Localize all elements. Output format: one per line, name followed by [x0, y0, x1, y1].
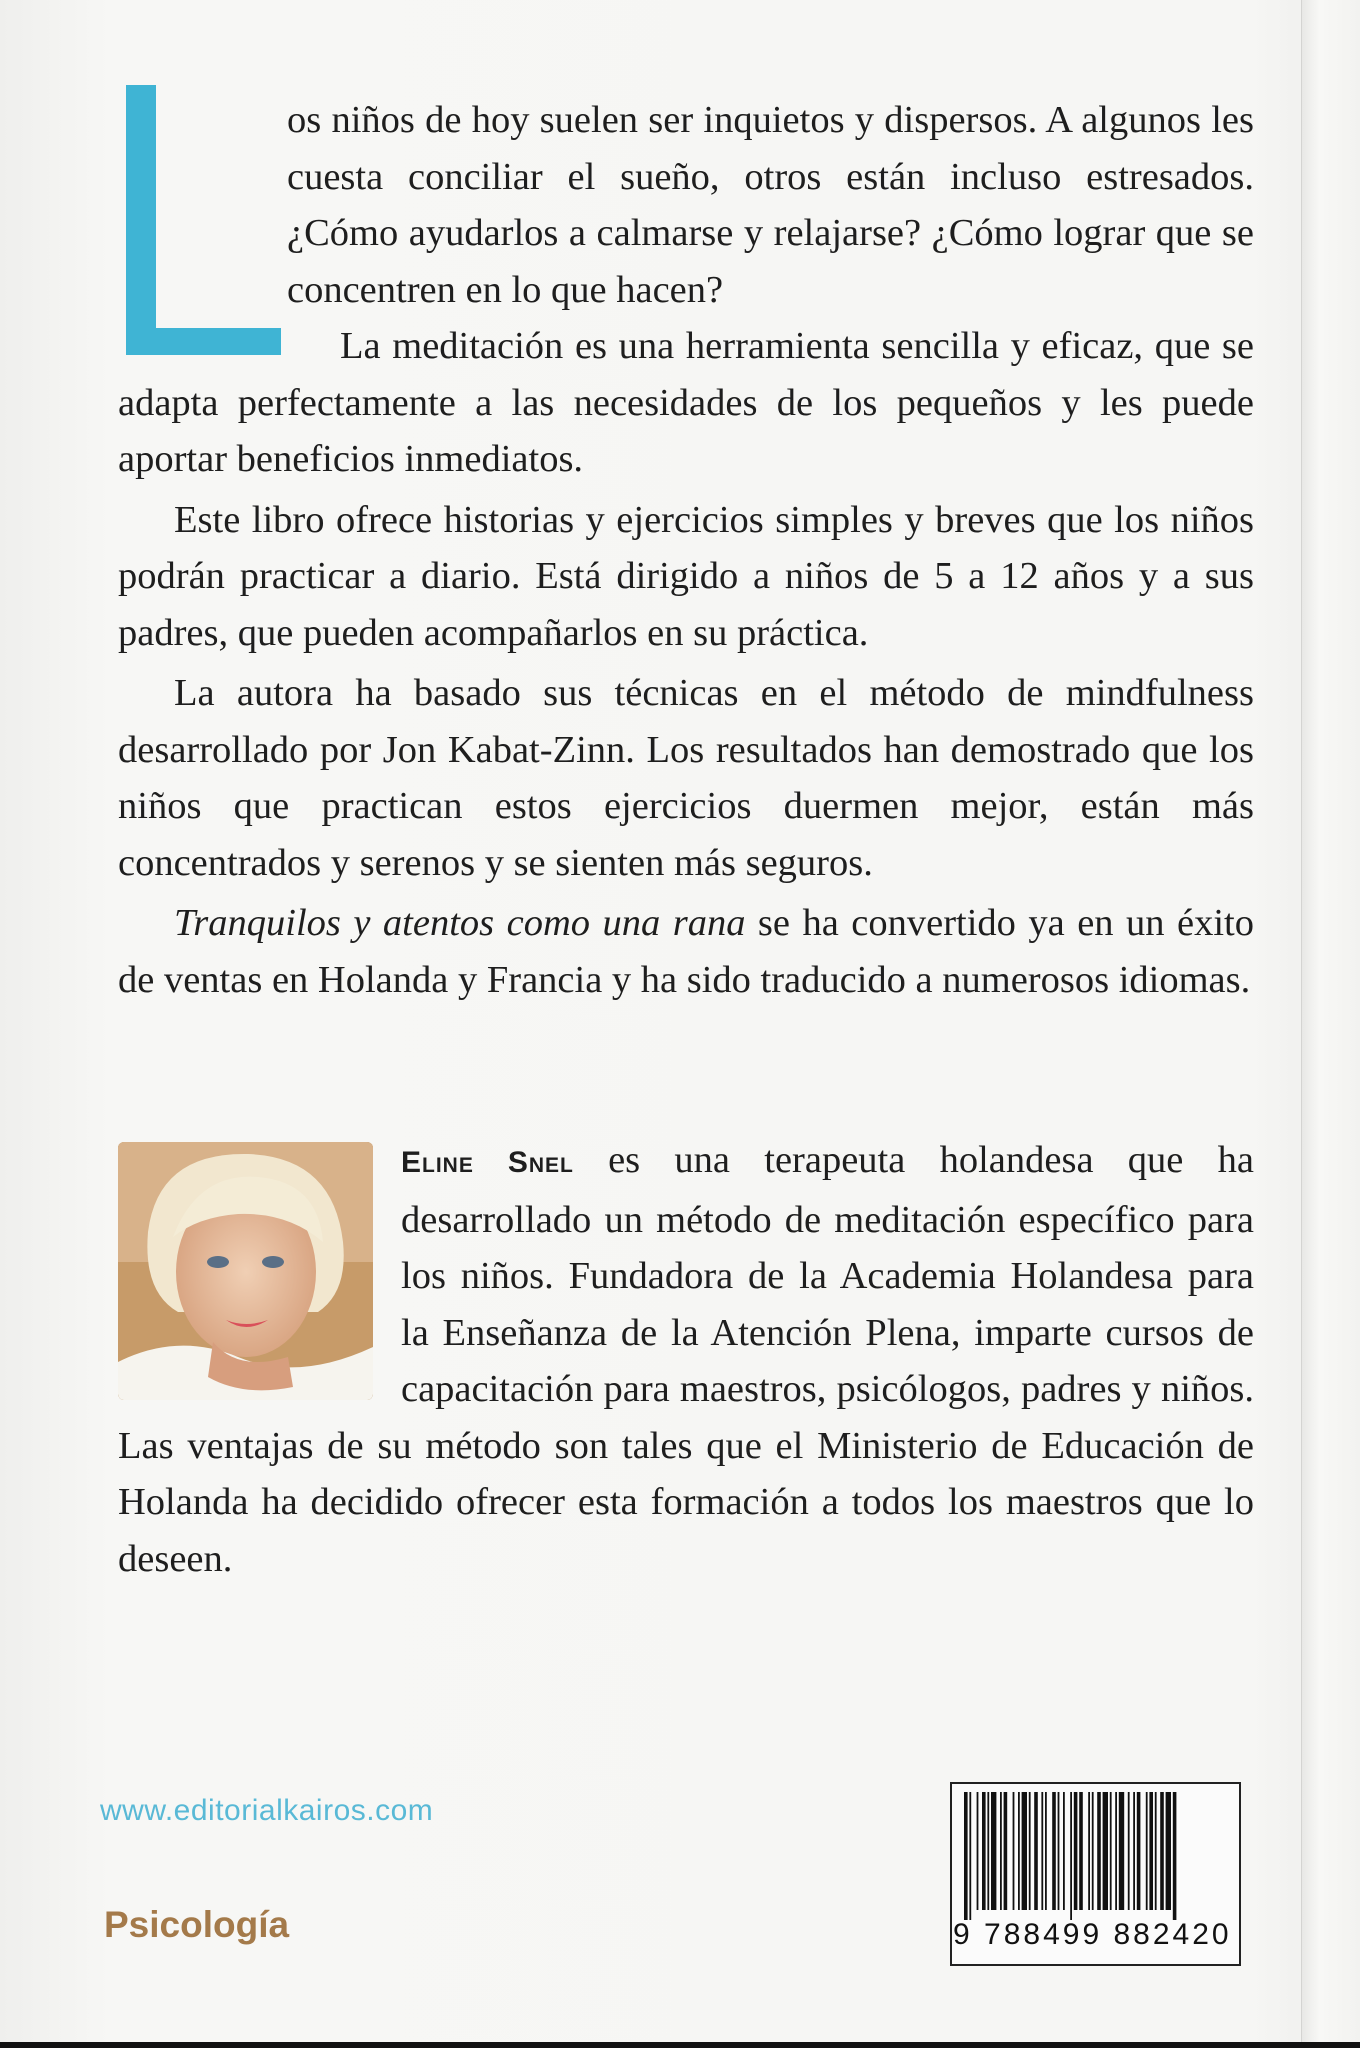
barcode-bar	[1074, 1792, 1078, 1910]
barcode-bar	[1146, 1792, 1148, 1910]
barcode-bar	[982, 1792, 986, 1910]
category-label: Psicología	[104, 1904, 290, 1945]
intro-continuation: La meditación es una herramienta sencilla y eficaz, que se adapta perfectamente a las necesidades de los pequeños y les puede aportar beneficios inmediatos.	[118, 325, 1254, 480]
bottom-edge	[0, 2042, 1360, 2048]
barcode-bar	[1115, 1792, 1117, 1910]
barcode-bar	[1173, 1792, 1177, 1920]
barcode-bar	[1063, 1792, 1065, 1910]
barcode-bar	[1052, 1792, 1056, 1910]
barcode-bar	[1058, 1792, 1060, 1910]
barcode-bar	[1004, 1792, 1008, 1910]
barcode-bar	[1022, 1792, 1027, 1910]
barcode-bar	[1137, 1792, 1141, 1910]
author-name: Eline Snel	[401, 1146, 574, 1179]
barcode-bar	[1034, 1792, 1038, 1910]
barcode-bar	[1029, 1792, 1031, 1910]
barcode-bars	[962, 1792, 1229, 1920]
barcode-bar	[1155, 1792, 1157, 1910]
barcode-bar	[1097, 1792, 1101, 1910]
barcode-bar	[1000, 1792, 1002, 1910]
author-bio	[118, 1132, 1254, 1587]
cover-edge	[1301, 0, 1360, 2048]
publisher-url[interactable]: www.editorialkairos.com	[100, 1794, 434, 1827]
isbn-number: 9 788499 882420	[953, 1918, 1232, 1951]
barcode-bar	[991, 1792, 996, 1910]
book-title: Tranquilos y atentos como una rana	[174, 902, 746, 944]
barcode-bar	[969, 1792, 971, 1920]
body-text	[118, 318, 1254, 1008]
barcode-bar	[1018, 1792, 1020, 1910]
drop-cap-letter	[118, 85, 283, 355]
barcode-bar	[1128, 1792, 1130, 1910]
barcode-bar	[1160, 1792, 1164, 1910]
paragraph-book-description: Este libro ofrece historias y ejercicios simples y breves que los niños podrán practicar a diario. Está dirigido a niños de 5 a 12 años y a sus padres, que pueden acompañarlos en su práctica.	[118, 498, 1254, 654]
barcode-bar	[1166, 1792, 1171, 1910]
barcode-bar	[1079, 1792, 1083, 1910]
intro-paragraph	[287, 92, 1254, 318]
barcode-bar	[1070, 1792, 1072, 1920]
barcode-bar	[964, 1792, 968, 1920]
barcode-bar	[1119, 1792, 1124, 1910]
barcode-bar	[1149, 1792, 1153, 1910]
barcode-bar	[1045, 1792, 1047, 1910]
paragraph-success-text: se ha convertido ya en un éxito de ventas en Holanda y Francia y ha sido traducido a numerosos idiomas.	[118, 902, 1254, 1001]
author-bio-text: es una terapeuta holandesa que ha desarrollado un método de meditación específico para los niños. Fundadora de la Academia Holandesa para la Enseñanza de la Atención Plena, imparte cursos de capacitación para maestros, psicólogos, padres y niños. Las ventajas de su método son tales que el Ministerio de Educación de Holanda ha decidido ofrecer esta formación a todos los maestros que lo deseen.	[118, 1139, 1254, 1580]
intro-text: os niños de hoy suelen ser inquietos y dispersos. A algunos les cuesta conciliar el sueño, otros están incluso estresados. ¿Cómo ayudarlos a calmarse y relajarse? ¿Cómo lograr que se concentren en lo que hacen?	[287, 99, 1254, 311]
drop-cap-stem	[126, 85, 156, 355]
photo-spacer	[118, 1132, 401, 1414]
barcode-bar	[1092, 1792, 1094, 1910]
barcode-bar	[1103, 1792, 1108, 1910]
barcode-bar	[1110, 1792, 1112, 1910]
barcode-bar	[1133, 1792, 1135, 1910]
barcode-bar	[1041, 1792, 1043, 1910]
barcode-bar	[1088, 1792, 1090, 1910]
paragraph-success	[118, 895, 1254, 1008]
barcode-bar	[977, 1792, 979, 1910]
paragraph-method: La autora ha basado sus técnicas en el método de mindfulness desarrollado por Jon Kabat-Zinn. Los resultados han demostrado que los niños que practican estos ejercicios duermen mejor, están más concentrados y serenos y se sienten más seguros.	[118, 672, 1254, 884]
barcode-bar	[987, 1792, 989, 1910]
barcode-bar	[1013, 1792, 1015, 1910]
